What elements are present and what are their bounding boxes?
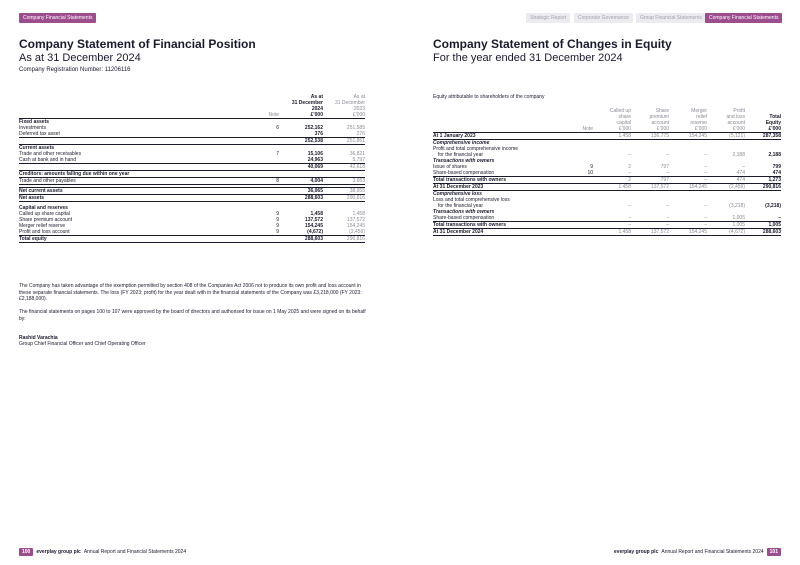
col-share-capital: Called up share capital £’000 bbox=[609, 108, 631, 132]
footer-left bbox=[19, 548, 186, 556]
approval-paragraph: The financial statements on pages 100 to 107 were approved by the board of directors and authorised for issue on 1 May 2025 and were signed on its behalf by: bbox=[19, 309, 366, 322]
right-page bbox=[400, 0, 800, 565]
col-profit-loss: Profit and loss account £’000 bbox=[726, 108, 745, 132]
col-total-equity: Total Equity £’000 bbox=[765, 114, 781, 132]
table-row: Transactions with owners bbox=[433, 209, 495, 215]
page-subtitle: As at 31 December 2024 bbox=[19, 52, 141, 64]
changes-in-equity-table bbox=[433, 108, 781, 236]
col-current-header: As at 31 December 2024 £’000 bbox=[291, 94, 323, 118]
registration-number: Company Registration Number: 11206116 bbox=[19, 67, 131, 73]
table-row: Comprehensive income bbox=[433, 140, 490, 146]
brand-name: everplay group plc bbox=[613, 549, 659, 555]
table-row: Investments 6 252,162 251,585 bbox=[19, 125, 365, 131]
table-row: Net current assets 36,065 38,955 bbox=[19, 188, 365, 194]
section-label: Creditors: amounts falling due within one year bbox=[19, 171, 130, 177]
total-row: Total equity 288,603 290,816 bbox=[19, 235, 365, 242]
page-number: 100 bbox=[19, 548, 33, 556]
col-note: Note bbox=[582, 126, 593, 132]
page-number: 101 bbox=[767, 548, 781, 556]
exemption-paragraph: The Company has taken advantage of the exemption permitted by section 408 of the Companies Act 2006 not to produce its own profit and loss account in these separate financial statements. The loss (FY 2023: profit) for the year dealt with in the financial statements of the Company was £3,218,000 (FY 2023: £2,188,000). bbox=[19, 283, 362, 302]
section-tag[interactable]: Company Financial Statements bbox=[19, 13, 96, 23]
financial-position-table bbox=[19, 94, 365, 243]
document-name: Annual Report and Financial Statements 2024 bbox=[661, 549, 764, 555]
table-row: Total transactions with owners – – – 1,005 1,005 bbox=[433, 222, 781, 228]
table-row: Share-based compensation 10 – – – 474 474 bbox=[433, 170, 781, 176]
equity-caption: Equity attributable to shareholders of the company bbox=[433, 94, 545, 100]
table-row: Cash at bank and in hand 24,963 5,797 bbox=[19, 157, 365, 163]
brand-name: everplay group plc bbox=[36, 549, 81, 555]
subtotal-row: 40,069 42,618 bbox=[19, 164, 365, 171]
table-row: Profit and total comprehensive income for the financial year – – – 2,188 2,188 bbox=[433, 146, 781, 158]
page-title: Company Statement of Changes in Equity bbox=[433, 37, 672, 51]
document-name: Annual Report and Financial Statements 2024 bbox=[83, 549, 187, 555]
subtotal-row: 252,538 251,861 bbox=[19, 138, 365, 145]
col-note: Note bbox=[268, 112, 279, 118]
table-row: Profit and loss account 9 (4,672) (2,459) bbox=[19, 228, 365, 235]
col-merger-reserve: Merger relief reserve £’000 bbox=[690, 108, 707, 132]
table-row: Net assets 288,603 290,816 bbox=[19, 195, 365, 201]
table-row: Share premium account 9 137,572 137,572 bbox=[19, 216, 365, 223]
signer-name: Rashid Varachia bbox=[19, 335, 58, 341]
nav-tab-strategic[interactable]: Strategic Report bbox=[526, 13, 570, 23]
col-prior-header: As at 31 December 2023 £’000 bbox=[334, 94, 365, 118]
table-row: Issue of shares 9 2 797 – – 799 bbox=[433, 164, 781, 170]
footer-right bbox=[614, 548, 781, 556]
page-title: Company Statement of Financial Position bbox=[19, 37, 256, 51]
table-row: Merger relief reserve 9 154,245 154,245 bbox=[19, 222, 365, 229]
section-label: Capital and reserves bbox=[19, 204, 68, 211]
table-row: Called up share capital 9 1,458 1,458 bbox=[19, 210, 365, 217]
table-row: At 31 December 2023 1,458 137,572 154,245 (2,459) 290,816 bbox=[433, 184, 781, 190]
section-label: Fixed assets bbox=[19, 119, 50, 125]
table-row: Trade and other payables 8 4,004 3,663 bbox=[19, 178, 365, 184]
signer-role: Group Chief Financial Officer and Chief Operating Officer bbox=[19, 341, 146, 347]
page-subtitle: For the year ended 31 December 2024 bbox=[433, 52, 623, 64]
table-row: Transactions with owners bbox=[433, 158, 495, 164]
nav-tab-governance[interactable]: Corporate Governance bbox=[574, 13, 633, 23]
section-label: Current assets bbox=[19, 145, 55, 151]
col-share-premium: Share premium account £’000 bbox=[649, 108, 669, 132]
nav-tab-company[interactable]: Company Financial Statements bbox=[705, 13, 782, 23]
table-row: At 1 January 2023 1,458 136,775 154,245 (5,121) 287,358 bbox=[433, 133, 781, 139]
nav-tab-group[interactable]: Group Financial Statements bbox=[636, 13, 706, 23]
table-row: Loss and total comprehensive loss for the financial year – – – (3,218) (3,218) bbox=[433, 197, 781, 209]
table-row: Share-based compensation – – – 1,005 – bbox=[433, 215, 781, 221]
table-row: Trade and other receivables 7 15,106 36,821 bbox=[19, 151, 365, 157]
table-row: Total transactions with owners 2 797 – 474 1,273 bbox=[433, 177, 781, 183]
table-row: Deferred tax asset 376 276 bbox=[19, 131, 365, 137]
table-row: Comprehensive loss bbox=[433, 191, 482, 197]
table-row: At 31 December 2024 1,458 137,572 154,245 (4,672) 288,603 bbox=[433, 229, 781, 235]
